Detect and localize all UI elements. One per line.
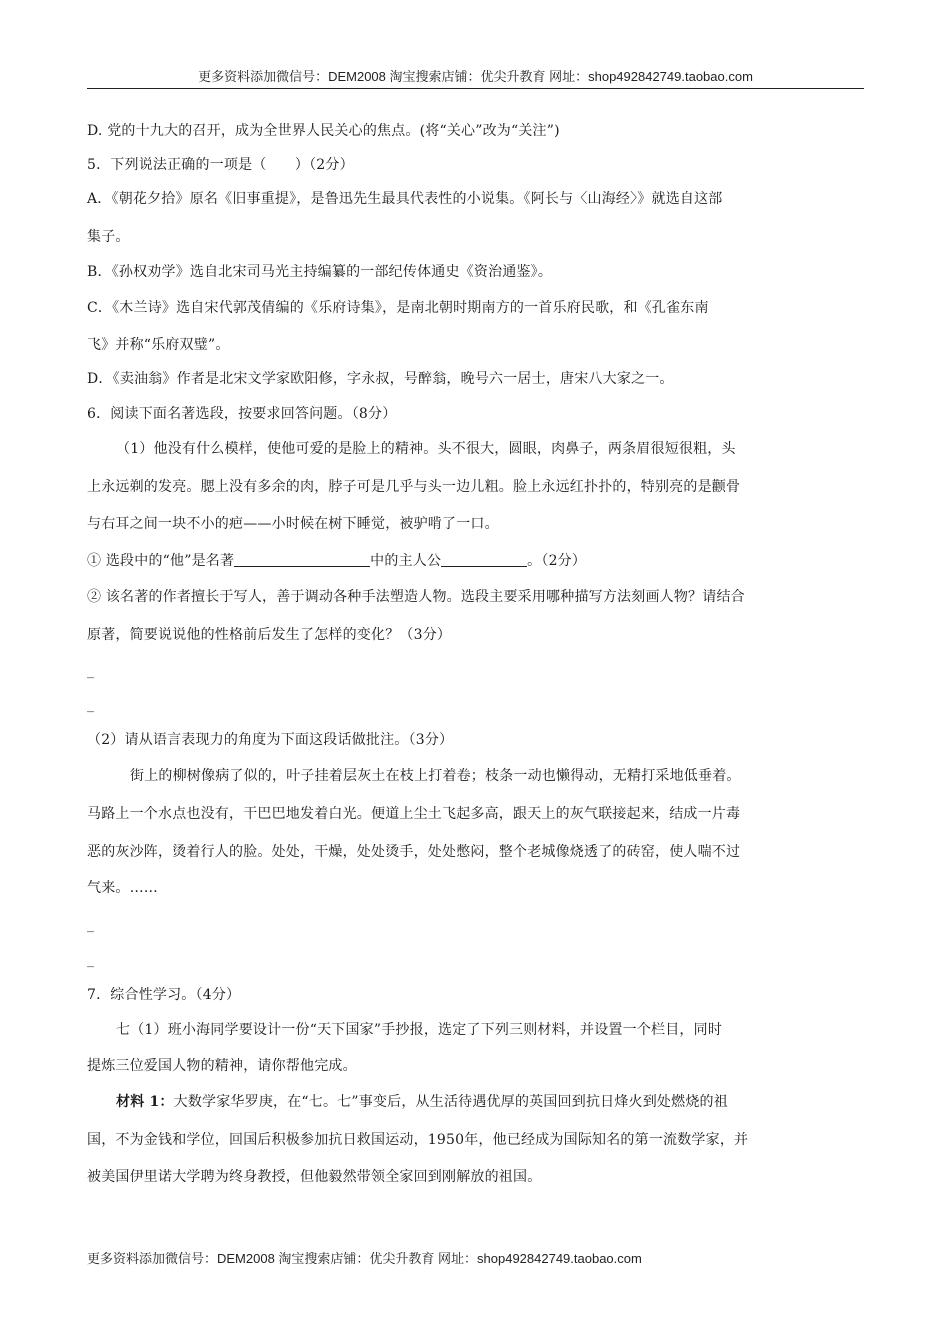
q5-option-a-line2: 集子。 (87, 229, 130, 245)
q6-passage-line3: 与右耳之间一块不小的疤——小时候在树下睡觉，被驴啃了一口。 (87, 516, 499, 532)
q7-intro-line1: 七（1）班小海同学要设计一份“天下国家”手抄报，选定了下列三则材料，并设置一个栏目，同时 (116, 1022, 723, 1038)
q6-sub1-text-a: ① 选段中的“他”是名著 (87, 553, 235, 569)
q6-passage2-line4: 气来。…… (87, 880, 158, 896)
answer-line-mark: _ (87, 917, 94, 933)
q6-part2-stem: （2）请从语言表现力的角度为下面这段话做批注。（3分） (87, 732, 454, 748)
q5-option-c-line1: C．《木兰诗》选自宋代郭茂倩编的《乐府诗集》，是南北朝时期南方的一首乐府民歌，和《孔雀东南 (87, 300, 709, 316)
q5-option-d: D．《卖油翁》作者是北宋文学家欧阳修，字永叔，号醉翁，晚号六一居士，唐宋八大家之一。 (87, 371, 674, 387)
q6-protagonist-blank[interactable] (441, 552, 527, 567)
q6-sub2-line2: 原著，简要说说他的性格前后发生了怎样的变化？（3分） (87, 627, 452, 643)
q6-sub2-line1: ② 该名著的作者擅长于写人，善于调动各种手法塑造人物。选段主要采用哪种描写方法刻画人物？请结合 (87, 589, 745, 605)
material1-label: 材料 1： (116, 1094, 174, 1110)
q6-sub1-text-b: 中的主人公 (370, 553, 442, 569)
answer-line-mark: _ (87, 697, 94, 713)
material1-text: 大数学家华罗庚，在“七。七”事变后，从生活待遇优厚的英国回到抗日烽火到处燃烧的祖 (173, 1094, 728, 1110)
q6-passage2-line1: 街上的柳树像病了似的，叶子挂着层灰土在枝上打着卷；枝条一动也懒得动，无精打采地低垂着。 (130, 768, 741, 784)
q7-material1-line1 (116, 1091, 728, 1111)
q6-passage-line2: 上永远剃的发亮。腮上没有多余的肉，脖子可是几乎与头一边儿粗。脸上永远红扑扑的，特别亮的是颧骨 (87, 479, 741, 495)
q6-sub1-text-c: 。（2分） (527, 553, 587, 569)
q5-option-c-line2: 飞》并称“乐府双璧”。 (87, 337, 230, 353)
q6-book-title-blank[interactable] (234, 552, 370, 567)
q7-stem: 7．综合性学习。（4分） (87, 987, 241, 1003)
q5-option-a-line1: A．《朝花夕拾》原名《旧事重提》，是鲁迅先生最具代表性的小说集。《阿长与〈山海经〉》就选自这部 (87, 191, 723, 207)
header-divider (87, 88, 864, 89)
q4-option-d: D. 党的十九大的召开，成为全世界人民关心的焦点。(将“关心”改为“关注”) (87, 123, 560, 139)
q7-intro-line2: 提炼三位爱国人物的精神，请你帮他完成。 (87, 1058, 357, 1074)
q6-stem: 6．阅读下面名著选段，按要求回答问题。（8分） (87, 406, 397, 422)
q5-option-b: B．《孙权劝学》选自北宋司马光主持编纂的一部纪传体通史《资治通鉴》。 (87, 264, 553, 280)
q7-material1-line2: 国，不为金钱和学位，回国后积极参加抗日救国运动，1950年，他已经成为国际知名的第一流数学家，并 (87, 1132, 749, 1148)
q6-passage2-line2: 马路上一个水点也没有，干巴巴地发着白光。便道上尘土飞起多高，跟天上的灰气联接起来，结成一片毒 (87, 806, 741, 822)
answer-line-mark: _ (87, 663, 94, 679)
q7-material1-line3: 被美国伊里诺大学聘为终身教授，但他毅然带领全家回到刚解放的祖国。 (87, 1169, 542, 1185)
answer-line-mark: _ (87, 952, 94, 968)
page-footer: 更多资料添加微信号：DEM2008 淘宝搜索店铺：优尖升教育 网址：shop492842749.taobao.com (87, 1251, 642, 1266)
q6-passage-line1: （1）他没有什么模样，使他可爱的是脸上的精神。头不很大，圆眼，肉鼻子，两条眉很短很粗，头 (116, 441, 736, 457)
q5-stem: 5．下列说法正确的一项是（ ）（2分） (87, 157, 354, 173)
page-header: 更多资料添加微信号：DEM2008 淘宝搜索店铺：优尖升教育 网址：shop492842749.taobao.com (198, 69, 753, 84)
q6-sub1 (87, 550, 586, 570)
q6-passage2-line3: 恶的灰沙阵，烫着行人的脸。处处，干燥，处处烫手，处处憋闷，整个老城像烧透了的砖窑，使人喘不过 (87, 844, 741, 860)
